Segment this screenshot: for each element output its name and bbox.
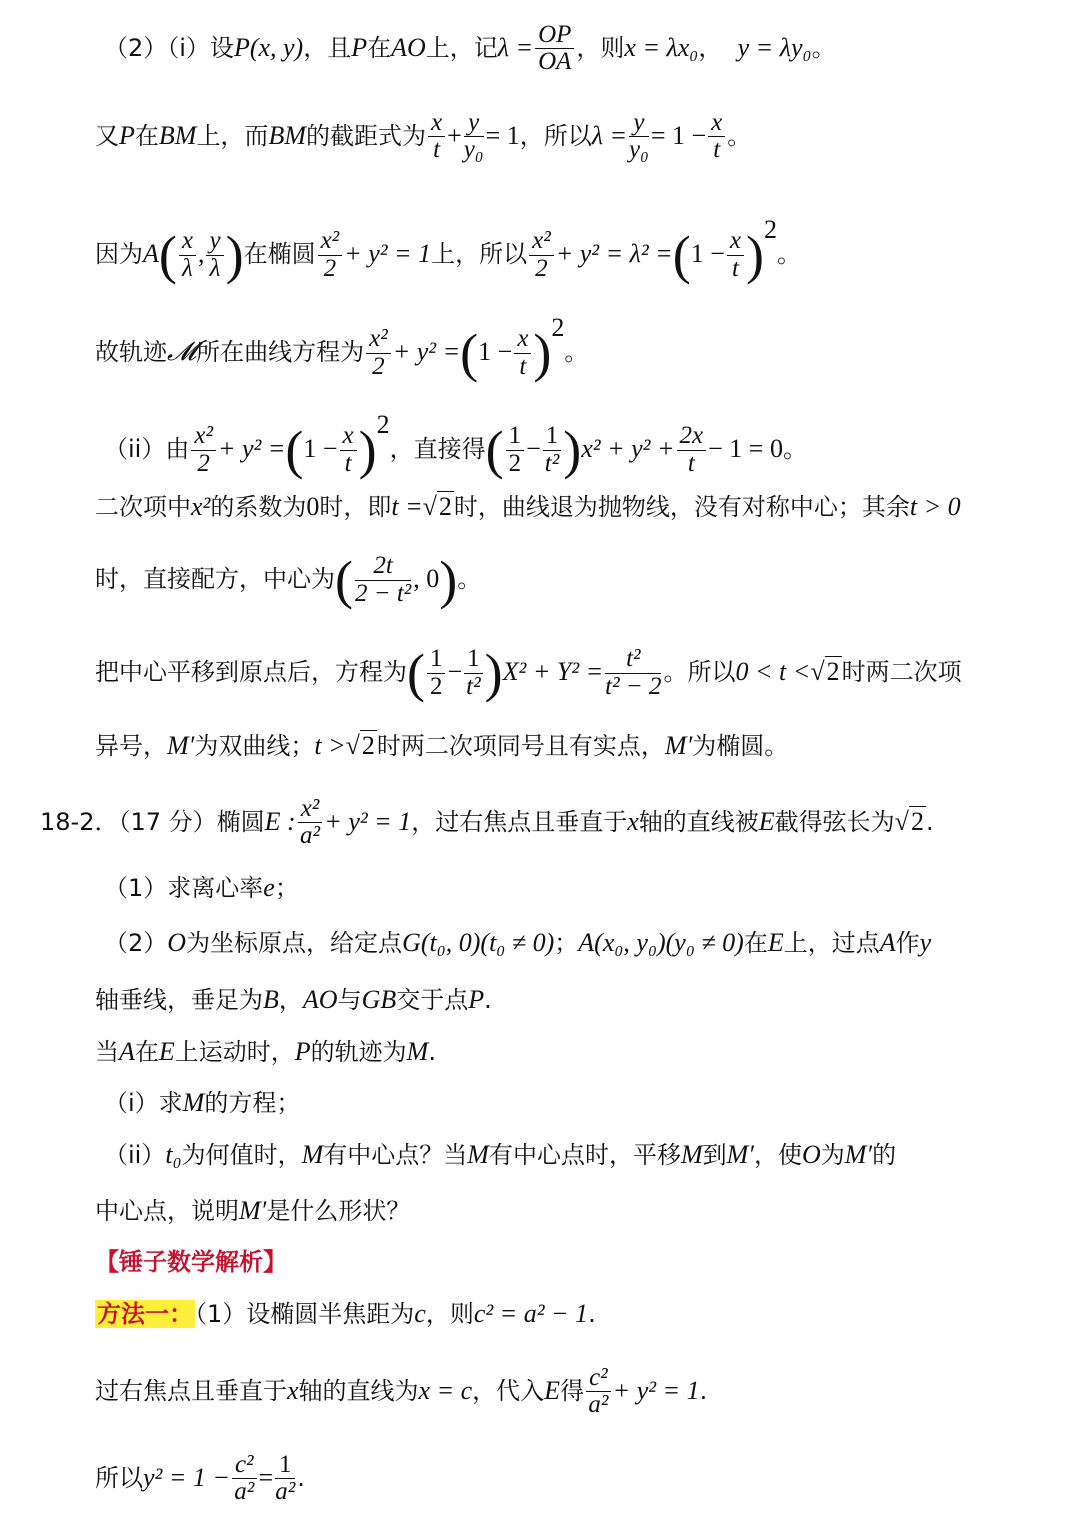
denominator: λ	[209, 254, 221, 282]
text: 为	[820, 1141, 845, 1169]
one-minus: 1 −	[478, 337, 513, 366]
radicand: 2	[361, 731, 375, 760]
fraction-t2-t2m2	[605, 646, 661, 700]
fraction-2x-t	[677, 423, 707, 477]
text: （2）（ⅰ）设	[104, 33, 234, 62]
text: 在椭圆	[243, 240, 316, 268]
math-y2-eq: + y² =	[392, 337, 461, 366]
numerator: x	[727, 228, 744, 255]
paren-left: (	[285, 420, 304, 480]
text: （1）求离心率	[104, 874, 264, 902]
numerator: y	[629, 110, 649, 137]
math-y2-eq1: + y² = 1	[612, 1375, 700, 1405]
text: （2）	[104, 929, 168, 957]
text: 二次项中	[95, 493, 191, 521]
solution-line-9	[95, 724, 1040, 768]
sqrt-2: √2	[894, 806, 924, 836]
math-g: G(t₀, 0)(t₀ ≠ 0)	[402, 928, 555, 957]
question-2-line-b	[95, 978, 1040, 1022]
math-y2-eq1: + y² = 1	[324, 806, 412, 836]
numerator: x	[514, 326, 531, 353]
text: ，	[698, 33, 723, 62]
fraction-y-lambda	[206, 228, 223, 282]
math-point-p: P(x, y)	[233, 32, 304, 62]
text: 因为	[95, 240, 143, 268]
text: .	[297, 1463, 305, 1492]
math-ao: AO	[391, 32, 426, 62]
numerator: 1	[464, 646, 483, 673]
math-x-eq-c: x = c	[418, 1375, 473, 1405]
math-c2-eq: c² = a² − 1	[473, 1299, 589, 1328]
sqrt-2: √2	[810, 657, 840, 686]
comma: ,	[197, 239, 205, 268]
math-x: x	[627, 806, 639, 836]
denominator: a²	[299, 822, 320, 850]
math-bm: BM	[268, 120, 306, 150]
fraction-x-t	[340, 423, 357, 477]
fraction-x2-2	[318, 228, 343, 282]
equals: =	[258, 1462, 274, 1492]
text: .	[699, 1376, 708, 1405]
paren-left: (	[672, 225, 691, 285]
text: 所在曲线方程为	[196, 338, 365, 366]
math-m: M	[406, 1037, 429, 1066]
solution-line-8	[95, 643, 1040, 703]
math-x: x	[287, 1375, 299, 1405]
comma-zero: , 0	[413, 564, 440, 593]
fraction-x-t	[428, 110, 445, 164]
denominator: y₀	[629, 136, 649, 164]
text: 上运动时，	[174, 1038, 295, 1066]
fraction-1-2	[506, 423, 525, 477]
equals-one-minus: = 1 −	[650, 120, 707, 150]
numerator: 1	[275, 1452, 295, 1479]
text: 故轨迹	[95, 338, 167, 366]
text: 时两二次项同号且有实点，	[376, 732, 665, 760]
text: 为椭圆。	[692, 732, 789, 760]
math-y2-eq1: + y² = 1	[344, 239, 432, 268]
math-e: e	[263, 873, 275, 902]
text: 的轨迹为	[310, 1038, 407, 1066]
denominator: t	[713, 136, 721, 164]
denominator: t	[344, 449, 352, 477]
text: ，代入	[472, 1376, 545, 1405]
text: 上，而	[196, 121, 269, 150]
math-script-m: 𝓜	[167, 337, 197, 366]
paren-left: (	[407, 643, 425, 703]
text: 是什么形状？	[266, 1197, 411, 1225]
text: 交于点	[396, 986, 469, 1014]
math-t-eq: t =	[391, 492, 423, 521]
solution-line-6	[95, 485, 1040, 529]
numerator: x	[708, 110, 725, 137]
math-range: 0 < t <	[735, 657, 811, 686]
text: （ⅰ）求	[104, 1089, 183, 1117]
plus: +	[447, 120, 462, 150]
numerator: x²	[318, 228, 343, 255]
math-t-gt0: t > 0	[909, 492, 961, 521]
text: 所以	[95, 1463, 143, 1492]
numerator: 1	[506, 423, 525, 450]
text: ，直接得	[389, 435, 486, 463]
denominator: y₀	[463, 136, 484, 164]
text: 中心点，说明	[95, 1197, 239, 1225]
math-p: P	[351, 32, 368, 62]
fraction-x-t	[514, 326, 531, 380]
method-one-line-2	[95, 1364, 1040, 1419]
paren-left: (	[460, 323, 479, 383]
denominator: 2	[372, 352, 385, 380]
text: 当	[95, 1038, 119, 1066]
fraction-x-t	[727, 228, 744, 282]
math-a-point: A(x₀, y₀)(y₀ ≠ 0)	[578, 928, 744, 957]
text: .	[484, 986, 492, 1014]
numerator: 2t	[355, 553, 411, 580]
text: ，且	[303, 33, 352, 62]
text: 作	[895, 929, 920, 957]
numerator: x²	[298, 796, 323, 823]
sqrt-2: √2	[345, 731, 375, 760]
math-b: B	[263, 985, 279, 1014]
text: 又	[95, 121, 119, 150]
text: 时，直接配方，中心为	[95, 565, 335, 593]
math-x-eq: x = λx₀	[624, 32, 699, 62]
zero: 0	[306, 492, 320, 521]
text: 。	[457, 565, 482, 593]
numerator: x	[179, 228, 196, 255]
text: 的系数为	[210, 493, 307, 521]
text: 。所以	[663, 658, 736, 686]
numerator: x	[340, 423, 357, 450]
numerator: c²	[232, 1452, 257, 1479]
text: 在	[134, 121, 159, 150]
text: （ⅰⅰ）由	[104, 435, 190, 463]
section-title: 【锤子数学解析】	[95, 1248, 287, 1276]
question-2i-line	[104, 1081, 1040, 1125]
math-m: M	[467, 1140, 489, 1169]
paren-left: (	[485, 420, 504, 480]
text: ，使	[753, 1141, 802, 1169]
numerator: y	[206, 228, 223, 255]
sqrt-2: √2	[422, 492, 452, 521]
text: ，	[278, 986, 303, 1014]
math-bm: BM	[158, 120, 197, 150]
denominator: a²	[275, 1478, 296, 1506]
text: .	[428, 1038, 436, 1066]
denominator: 2	[535, 254, 548, 282]
fraction-x-t	[708, 110, 725, 164]
math-y2-eq-1: y² = 1 −	[143, 1462, 230, 1492]
text: 轴垂线，垂足为	[95, 986, 263, 1014]
text: 得	[560, 1376, 585, 1405]
numerator: x	[428, 110, 445, 137]
math-e: E	[544, 1375, 561, 1405]
solution-line-4	[95, 306, 1040, 383]
math-y: y	[919, 928, 932, 957]
text: 为坐标原点，给定点	[186, 929, 403, 957]
fraction-1-a2	[275, 1452, 295, 1506]
numerator: y	[464, 110, 484, 137]
text: 。	[727, 121, 752, 150]
text: ；	[274, 874, 299, 902]
paren-left: (	[158, 225, 177, 285]
denominator: a²	[588, 1391, 609, 1419]
denominator: t	[687, 449, 695, 477]
minus-one-eq-zero: − 1 = 0	[708, 434, 783, 463]
fraction-x2-2	[529, 228, 554, 282]
numerator: 2x	[677, 423, 707, 450]
radicand: 2	[910, 806, 924, 836]
radicand: 2	[826, 657, 840, 686]
one-minus: 1 −	[303, 434, 338, 463]
denominator: t²	[544, 449, 560, 477]
numerator: x²	[366, 326, 391, 353]
text: 把中心平移到原点后，方程为	[95, 658, 407, 686]
math-o: O	[167, 928, 187, 957]
text: 上，所以	[431, 240, 528, 268]
analysis-title	[95, 1240, 1040, 1284]
paren-left: (	[335, 550, 353, 610]
text: 上，过点	[783, 929, 880, 957]
text: 有中心点？当	[323, 1141, 468, 1169]
text: （1）设椭圆半焦距为	[195, 1300, 415, 1328]
denominator: t²	[466, 672, 481, 700]
paren-right: )	[746, 225, 764, 285]
numerator: x²	[529, 228, 554, 255]
numerator: x²	[191, 423, 216, 450]
math-p: P	[468, 985, 485, 1014]
numerator: 1	[427, 646, 446, 673]
question-2-line-c	[95, 1030, 1040, 1074]
math-m-prime: M′	[844, 1140, 873, 1169]
math-e-colon: E :	[264, 806, 296, 836]
denominator: 2 − t²	[354, 579, 412, 607]
exponent: 2	[376, 410, 390, 439]
paren-right: )	[533, 323, 552, 383]
text: .	[588, 1300, 596, 1328]
text: ，则	[576, 33, 625, 62]
text: 轴的直线为	[298, 1376, 419, 1405]
solution-line-2	[95, 109, 1040, 164]
fraction-x2-2	[366, 326, 391, 380]
denominator: t	[433, 136, 441, 164]
text: 。	[782, 435, 807, 463]
math-m: M	[182, 1088, 205, 1117]
math-a: A	[143, 239, 159, 268]
fraction-center	[355, 553, 411, 607]
text: 在	[743, 929, 768, 957]
text: 与	[337, 986, 362, 1014]
text: ；	[554, 929, 579, 957]
math-p: P	[294, 1037, 311, 1066]
fraction-1-2	[427, 646, 446, 700]
text: 过右焦点且垂直于	[95, 1376, 287, 1405]
math-e: E	[758, 806, 775, 836]
math-m-prime: M′	[726, 1140, 754, 1169]
denominator: t² − 2	[605, 672, 662, 700]
math-y-eq: y = λy₀	[737, 32, 812, 62]
paren-right: )	[563, 420, 582, 480]
denominator: t	[519, 352, 527, 380]
fraction-c2-a2	[586, 1365, 611, 1419]
one-minus: 1 −	[690, 239, 725, 268]
fraction-y-y0	[464, 110, 484, 164]
math-a: A	[879, 928, 896, 957]
text: ，则	[425, 1300, 474, 1328]
fraction-1-t2	[543, 423, 562, 477]
fraction-x-lambda	[179, 228, 196, 282]
numerator: OP	[535, 22, 574, 49]
text: 时，即	[319, 493, 392, 521]
math-o: O	[801, 1140, 821, 1169]
text: 为双曲线；	[194, 732, 315, 760]
question-2-line	[104, 921, 1040, 965]
method-one-line	[95, 1292, 1040, 1336]
math-m-prime: M′	[239, 1196, 267, 1225]
denominator: t	[731, 254, 739, 282]
paren-right: )	[484, 643, 503, 703]
minus: −	[526, 434, 541, 463]
text: 。	[564, 338, 589, 366]
text: 的	[872, 1141, 897, 1169]
math-c: c	[414, 1299, 426, 1328]
math-x2-y2: x² + y² +	[581, 434, 675, 463]
text: 为何值时，	[181, 1141, 302, 1169]
math-y2-eq: + y² =	[217, 434, 286, 463]
math-t0: t₀	[165, 1140, 182, 1169]
text: 异号，	[95, 732, 167, 760]
math-m: M	[301, 1140, 324, 1169]
math-y2-lambda2: + y² = λ² =	[555, 239, 673, 268]
solution-line-1	[104, 21, 1040, 76]
text: 截得弦长为	[774, 807, 895, 836]
text: 的截距式为	[305, 121, 426, 150]
text: 时两二次项	[841, 658, 962, 686]
text: ，过右焦点且垂直于	[411, 807, 628, 836]
math-e: E	[767, 928, 784, 957]
question-2ii-line-b	[95, 1189, 1040, 1233]
text: 。	[776, 240, 801, 268]
solution-line-5	[104, 403, 1040, 480]
text: 轴的直线被	[638, 807, 759, 836]
text: 在	[134, 1038, 159, 1066]
denominator: 2	[323, 254, 337, 282]
text: 有中心点时，平移	[488, 1141, 681, 1169]
math-X2Y2: X² + Y² =	[502, 657, 604, 686]
math-ao: AO	[302, 985, 338, 1014]
method-one-line-3	[95, 1451, 1040, 1506]
math-m-prime: M′	[664, 731, 693, 760]
exponent: 2	[551, 313, 565, 342]
text: （ⅰⅰ）	[104, 1141, 166, 1169]
solution-line-3	[95, 208, 1040, 285]
text: 到	[702, 1141, 727, 1169]
math-lambda: λ =	[497, 32, 534, 62]
text: 。	[811, 33, 836, 62]
minus: −	[447, 657, 463, 686]
numerator: c²	[586, 1365, 611, 1392]
question-1-line	[104, 866, 1040, 910]
denominator: 2	[197, 449, 210, 477]
problem-statement-line	[40, 795, 1040, 850]
solution-line-7	[95, 550, 1040, 610]
fraction-1-t2	[464, 646, 483, 700]
fraction-x2-a2	[298, 796, 323, 850]
radicand: 2	[438, 492, 452, 521]
math-a: A	[119, 1037, 135, 1066]
text: ，所以	[519, 121, 592, 150]
text: 在	[367, 33, 392, 62]
text: 的方程；	[204, 1089, 301, 1117]
math-x-sq: x²	[191, 492, 211, 521]
method-label: 方法一：	[97, 1300, 193, 1328]
math-m: M	[680, 1140, 703, 1169]
math-e: E	[158, 1037, 175, 1066]
paren-right: )	[225, 225, 244, 285]
equals-one: = 1	[485, 120, 520, 150]
denominator: λ	[182, 254, 193, 282]
math-lambda: λ =	[591, 120, 628, 150]
math-p: P	[119, 120, 135, 150]
denominator: 2	[508, 449, 522, 477]
text: 时，曲线退为抛物线，没有对称中心；其余	[453, 493, 910, 521]
numerator: t²	[605, 646, 661, 673]
text: 上，记	[425, 33, 498, 62]
numerator: 1	[543, 423, 562, 450]
denominator: OA	[538, 48, 572, 76]
fraction-op-oa	[535, 22, 574, 76]
exponent: 2	[763, 215, 777, 244]
fraction-x2-2	[191, 423, 216, 477]
paren-right: )	[358, 420, 377, 480]
text: 18-2．（17 分）椭圆	[40, 807, 265, 836]
fraction-c2-a2	[232, 1452, 257, 1506]
math-t-gt: t >	[314, 731, 346, 760]
question-2ii-line	[104, 1133, 1040, 1177]
text: .	[925, 807, 934, 836]
math-m-prime: M′	[167, 731, 195, 760]
math-gb: GB	[361, 985, 397, 1014]
denominator: a²	[234, 1478, 255, 1506]
paren-right: )	[439, 550, 458, 610]
denominator: 2	[429, 672, 443, 700]
fraction-y-y0	[629, 110, 649, 164]
